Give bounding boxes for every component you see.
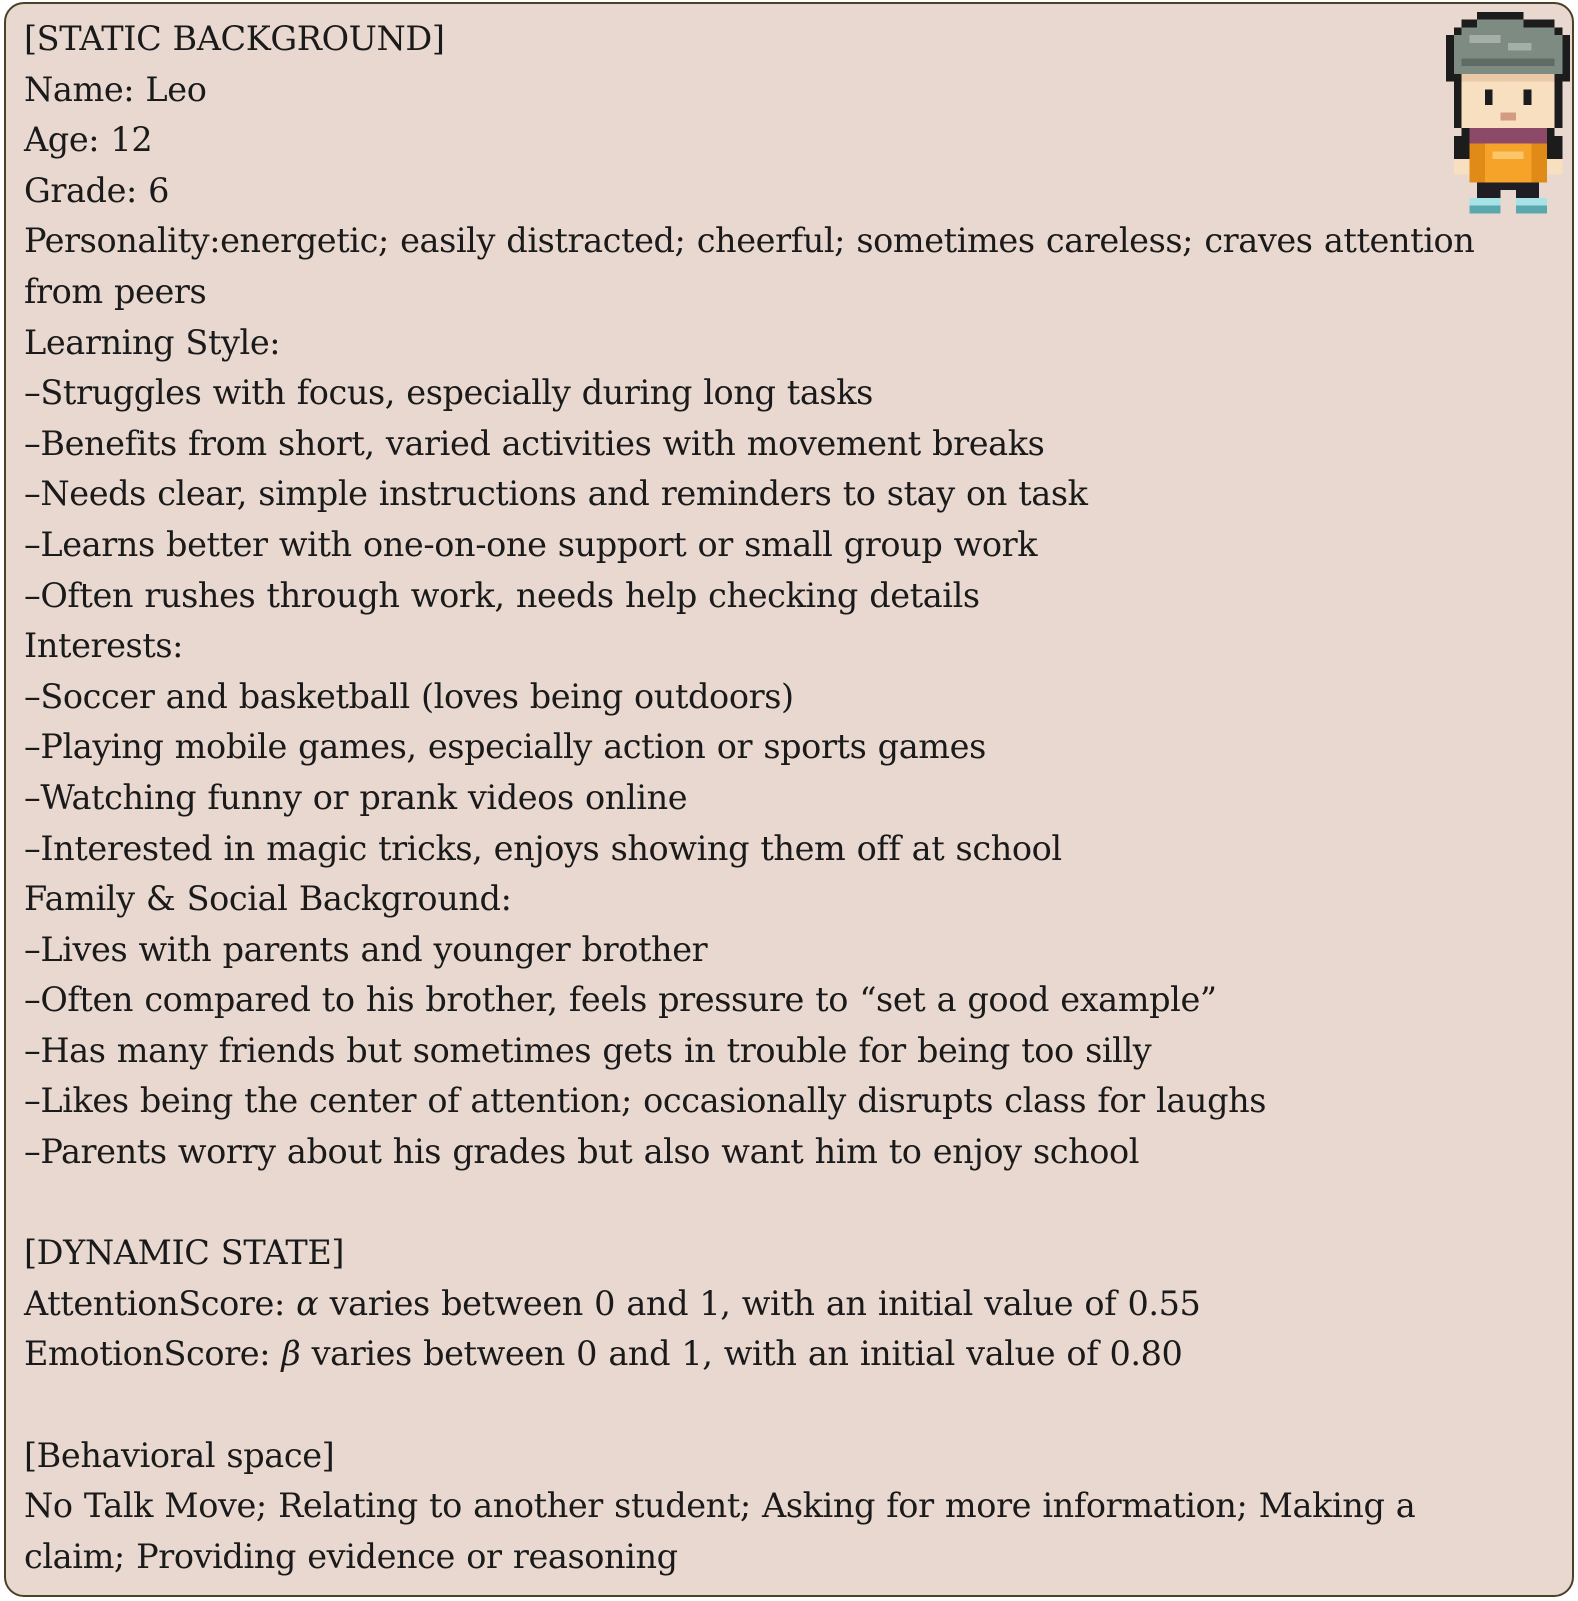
list-item: –Playing mobile games, especially action or sports games bbox=[24, 727, 986, 767]
list-item: –Parents worry about his grades but also want him to enjoy school bbox=[24, 1132, 1140, 1172]
personality-value: energetic; easily distracted; cheerful; sometimes careless; craves attention from peers bbox=[24, 221, 1475, 311]
emotion-symbol: β bbox=[281, 1334, 301, 1374]
list-item: –Learns better with one-on-one support or small group work bbox=[24, 524, 1038, 564]
age-value: 12 bbox=[110, 120, 153, 160]
age-label: Age: bbox=[24, 120, 100, 160]
list-item: –Soccer and basketball (loves being outdoors) bbox=[24, 676, 794, 716]
grade-row bbox=[24, 166, 1569, 217]
static-background-header: [STATIC BACKGROUND] bbox=[24, 19, 445, 58]
personality-row bbox=[24, 216, 1569, 317]
profile-content bbox=[24, 14, 1569, 1582]
emotion-label: EmotionScore: bbox=[24, 1334, 271, 1374]
list-item: –Likes being the center of attention; occasionally disrupts class for laughs bbox=[24, 1081, 1267, 1121]
behavioral-space-text: No Talk Move; Relating to another student; Asking for more information; Making a claim; Providing evidence or reasoning bbox=[24, 1486, 1416, 1576]
list-item: –Lives with parents and younger brother bbox=[24, 929, 708, 969]
grade-value: 6 bbox=[148, 170, 170, 210]
emotion-text: varies between 0 and 1, with an initial value of 0.80 bbox=[311, 1334, 1183, 1374]
spacer bbox=[24, 1380, 1569, 1431]
name-value: Leo bbox=[145, 69, 207, 109]
list-item: –Needs clear, simple instructions and reminders to stay on task bbox=[24, 474, 1088, 514]
list-item: –Often compared to his brother, feels pressure to “set a good example” bbox=[24, 980, 1217, 1020]
learning-style-label: Learning Style: bbox=[24, 322, 281, 362]
dynamic-state-header: [DYNAMIC STATE] bbox=[24, 1233, 345, 1273]
emotion-score-row bbox=[24, 1329, 1569, 1380]
list-item: –Often rushes through work, needs help checking details bbox=[24, 575, 980, 615]
spacer bbox=[24, 1178, 1569, 1229]
list-item: –Has many friends but sometimes gets in trouble for being too silly bbox=[24, 1030, 1152, 1070]
name-label: Name: bbox=[24, 69, 135, 109]
attention-label: AttentionScore: bbox=[24, 1283, 285, 1323]
list-item: –Watching funny or prank videos online bbox=[24, 777, 688, 817]
name-row bbox=[24, 65, 1569, 116]
attention-text: varies between 0 and 1, with an initial value of 0.55 bbox=[329, 1283, 1201, 1323]
interests-label: Interests: bbox=[24, 626, 184, 666]
attention-symbol: α bbox=[296, 1283, 319, 1323]
personality-label: Personality: bbox=[24, 221, 221, 261]
age-row bbox=[24, 115, 1569, 166]
family-label: Family & Social Background: bbox=[24, 879, 512, 919]
behavioral-space-header: [Behavioral space] bbox=[24, 1435, 335, 1475]
list-item: –Benefits from short, varied activities with movement breaks bbox=[24, 423, 1045, 463]
list-item: –Interested in magic tricks, enjoys showing them off at school bbox=[24, 828, 1062, 868]
grade-label: Grade: bbox=[24, 170, 137, 210]
list-item: –Struggles with focus, especially during long tasks bbox=[24, 373, 873, 413]
attention-score-row bbox=[24, 1279, 1569, 1330]
